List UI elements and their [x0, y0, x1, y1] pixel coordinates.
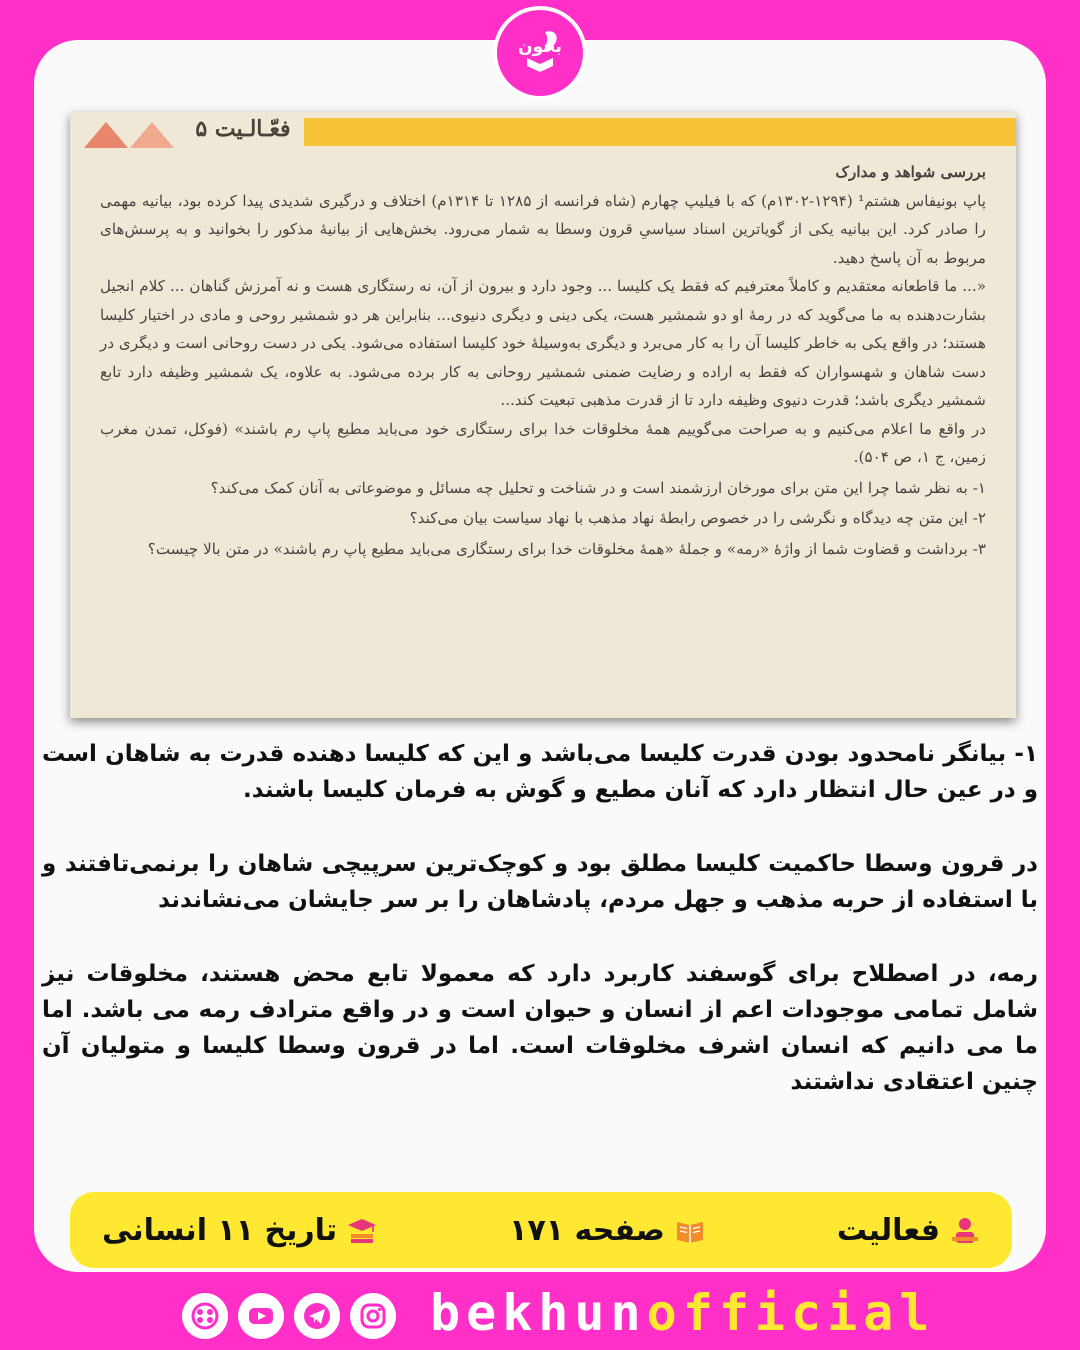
telegram-link[interactable] [294, 1293, 340, 1339]
graduation-cap-icon [347, 1215, 377, 1245]
decor-triangles-icon [84, 122, 174, 148]
teacher-icon [950, 1215, 980, 1245]
brand-part-2: official [646, 1284, 936, 1342]
textbook-intro: پاپ بونیفاس هشتم¹ (۱۲۹۴-۱۳۰۲م) که با فیلیپ چهارم (شاه فرانسه از ۱۲۸۵ تا ۱۳۱۴م) اختلاف و درگیری شدیدی پیدا کرده بود، بیانیه مهمی را صادر کرد. این بیانیه یکی از گویاترین اسناد سیاسیِ قرون وسطا به شمار می‌رود. بخش‌هایی از بیانیهٔ مذکور را بخوانید و به پرسش‌های مربوط به آن پاسخ دهید. [100, 191, 986, 267]
footer-subject-label: تاریخ ۱۱ انسانی [102, 1212, 338, 1248]
instagram-link[interactable] [350, 1293, 396, 1339]
question-2: ۲- این متن چه دیدگاه و نگرشی را در خصوص رابطهٔ نهاد مذهب با نهاد سیاست بیان می‌کند؟ [409, 509, 986, 527]
answer-text [42, 736, 1038, 1138]
brand-part-1: bekhun [430, 1284, 647, 1342]
question-1: ۱- به نظر شما چرا این متن برای مورخان ارزشمند است و در شناخت و تحلیل چه مسائل و موضوعاتی به آنان کمک می‌کند؟ [210, 478, 986, 497]
aparat-icon [190, 1301, 220, 1331]
brand-handle[interactable] [430, 1283, 935, 1343]
footer-bar [70, 1192, 1012, 1268]
youtube-icon [246, 1301, 276, 1331]
footer-page [509, 1213, 705, 1248]
youtube-link[interactable] [238, 1293, 284, 1339]
answer-paragraph-1: ۱- بیانگر نامحدود بودن قدرت کلیسا می‌باشد و این که کلیسا دهنده قدرت به شاهان است و در عین حال انتظار دارد که آنان مطیع و گوش به فرمان کلیسا باشند. [42, 741, 1038, 803]
textbook-heading: بررسی شواهد و مدارک [835, 163, 986, 181]
textbook-excerpt [70, 112, 1016, 718]
social-links [182, 1286, 396, 1346]
question-3: ۳- برداشت و قضاوت شما از واژهٔ «رمه» و جملهٔ «همهٔ مخلوقات خدا برای رستگاری می‌باید مطیع پاپ رم باشند» در متن بالا چیست؟ [147, 539, 986, 558]
open-book-icon [675, 1215, 705, 1245]
activity-bar [304, 118, 1016, 146]
footer-page-label: صفحه ۱۷۱ [509, 1212, 665, 1248]
answer-paragraph-3: رمه، در اصطلاح برای گوسفند کاربرد دارد که معمولا تابع محض هستند، مخلوقات نیز شامل تمامی موجودات اعم از انسان و حیوان است و در واقع مترادف رمه می باشد. اما ما می دانیم که انسان اشرف مخلوقات است. اما در قرون وسطا کلیسا و متولیان آن چنین اعتقادی نداشتند [42, 961, 1038, 1095]
footer-activity-label: فعالیت [836, 1212, 940, 1248]
logo-text: بخون [518, 37, 562, 57]
activity-title: فعّـالـیت ۵ [195, 116, 291, 142]
logo-icon [505, 18, 575, 88]
aparat-link[interactable] [182, 1293, 228, 1339]
activity-header [70, 112, 1016, 152]
textbook-quote: «... ما قاطعانه معتقدیم و کاملاً معترفیم که فقط یک کلیسا ... وجود دارد و بیرون از آن، نه رستگاری هست و نه آمرزش گناهان ... کلام انجیل بشارت‌دهنده به ما می‌گوید که در رمهٔ او دو شمشیر هست، یکی دینی و دیگری دنیوی... بنابراین هر دو شمشیر روحی و مادی در اختیار کلیسا هستند؛ در واقع یکی به خاطر کلیسا آن را به کار می‌برد و دیگری به‌وسیلهٔ خود کلیسا استفاده می‌شود. یکی در دست روحانی است و دیگری در دست شاهان و شهسواران که فقط به اراده و رضایت ضمنی شمشیر روحانی به کار برده می‌شود. به علاوه، یک شمشیر وظیفه دارد تابع شمشیر دیگری باشد؛ قدرت دنیوی وظیفه دارد تا از قدرت مذهبی تبعیت کند... [100, 277, 986, 409]
answer-paragraph-2: در قرون وسطا حاکمیت کلیسا مطلق بود و کوچک‌ترین سرپیچی شاهان را برنمی‌تافتند و با استفاده از حربه مذهب و جهل مردم، پادشاهان را بر سر جایشان می‌نشاندند [42, 851, 1038, 913]
logo-badge[interactable] [493, 6, 587, 100]
footer-subject [102, 1213, 377, 1248]
textbook-quote-end: در واقع ما اعلام می‌کنیم و به صراحت می‌گوییم همهٔ مخلوقات خدا برای رستگاری خود می‌باید مطیع پاپ رم باشند» (فوکل، تمدن مغرب زمین، ج ۱، ص ۵۰۴). [100, 419, 986, 466]
footer-activity [837, 1213, 980, 1248]
telegram-icon [302, 1301, 332, 1331]
textbook-body [100, 158, 986, 563]
instagram-icon [358, 1301, 388, 1331]
